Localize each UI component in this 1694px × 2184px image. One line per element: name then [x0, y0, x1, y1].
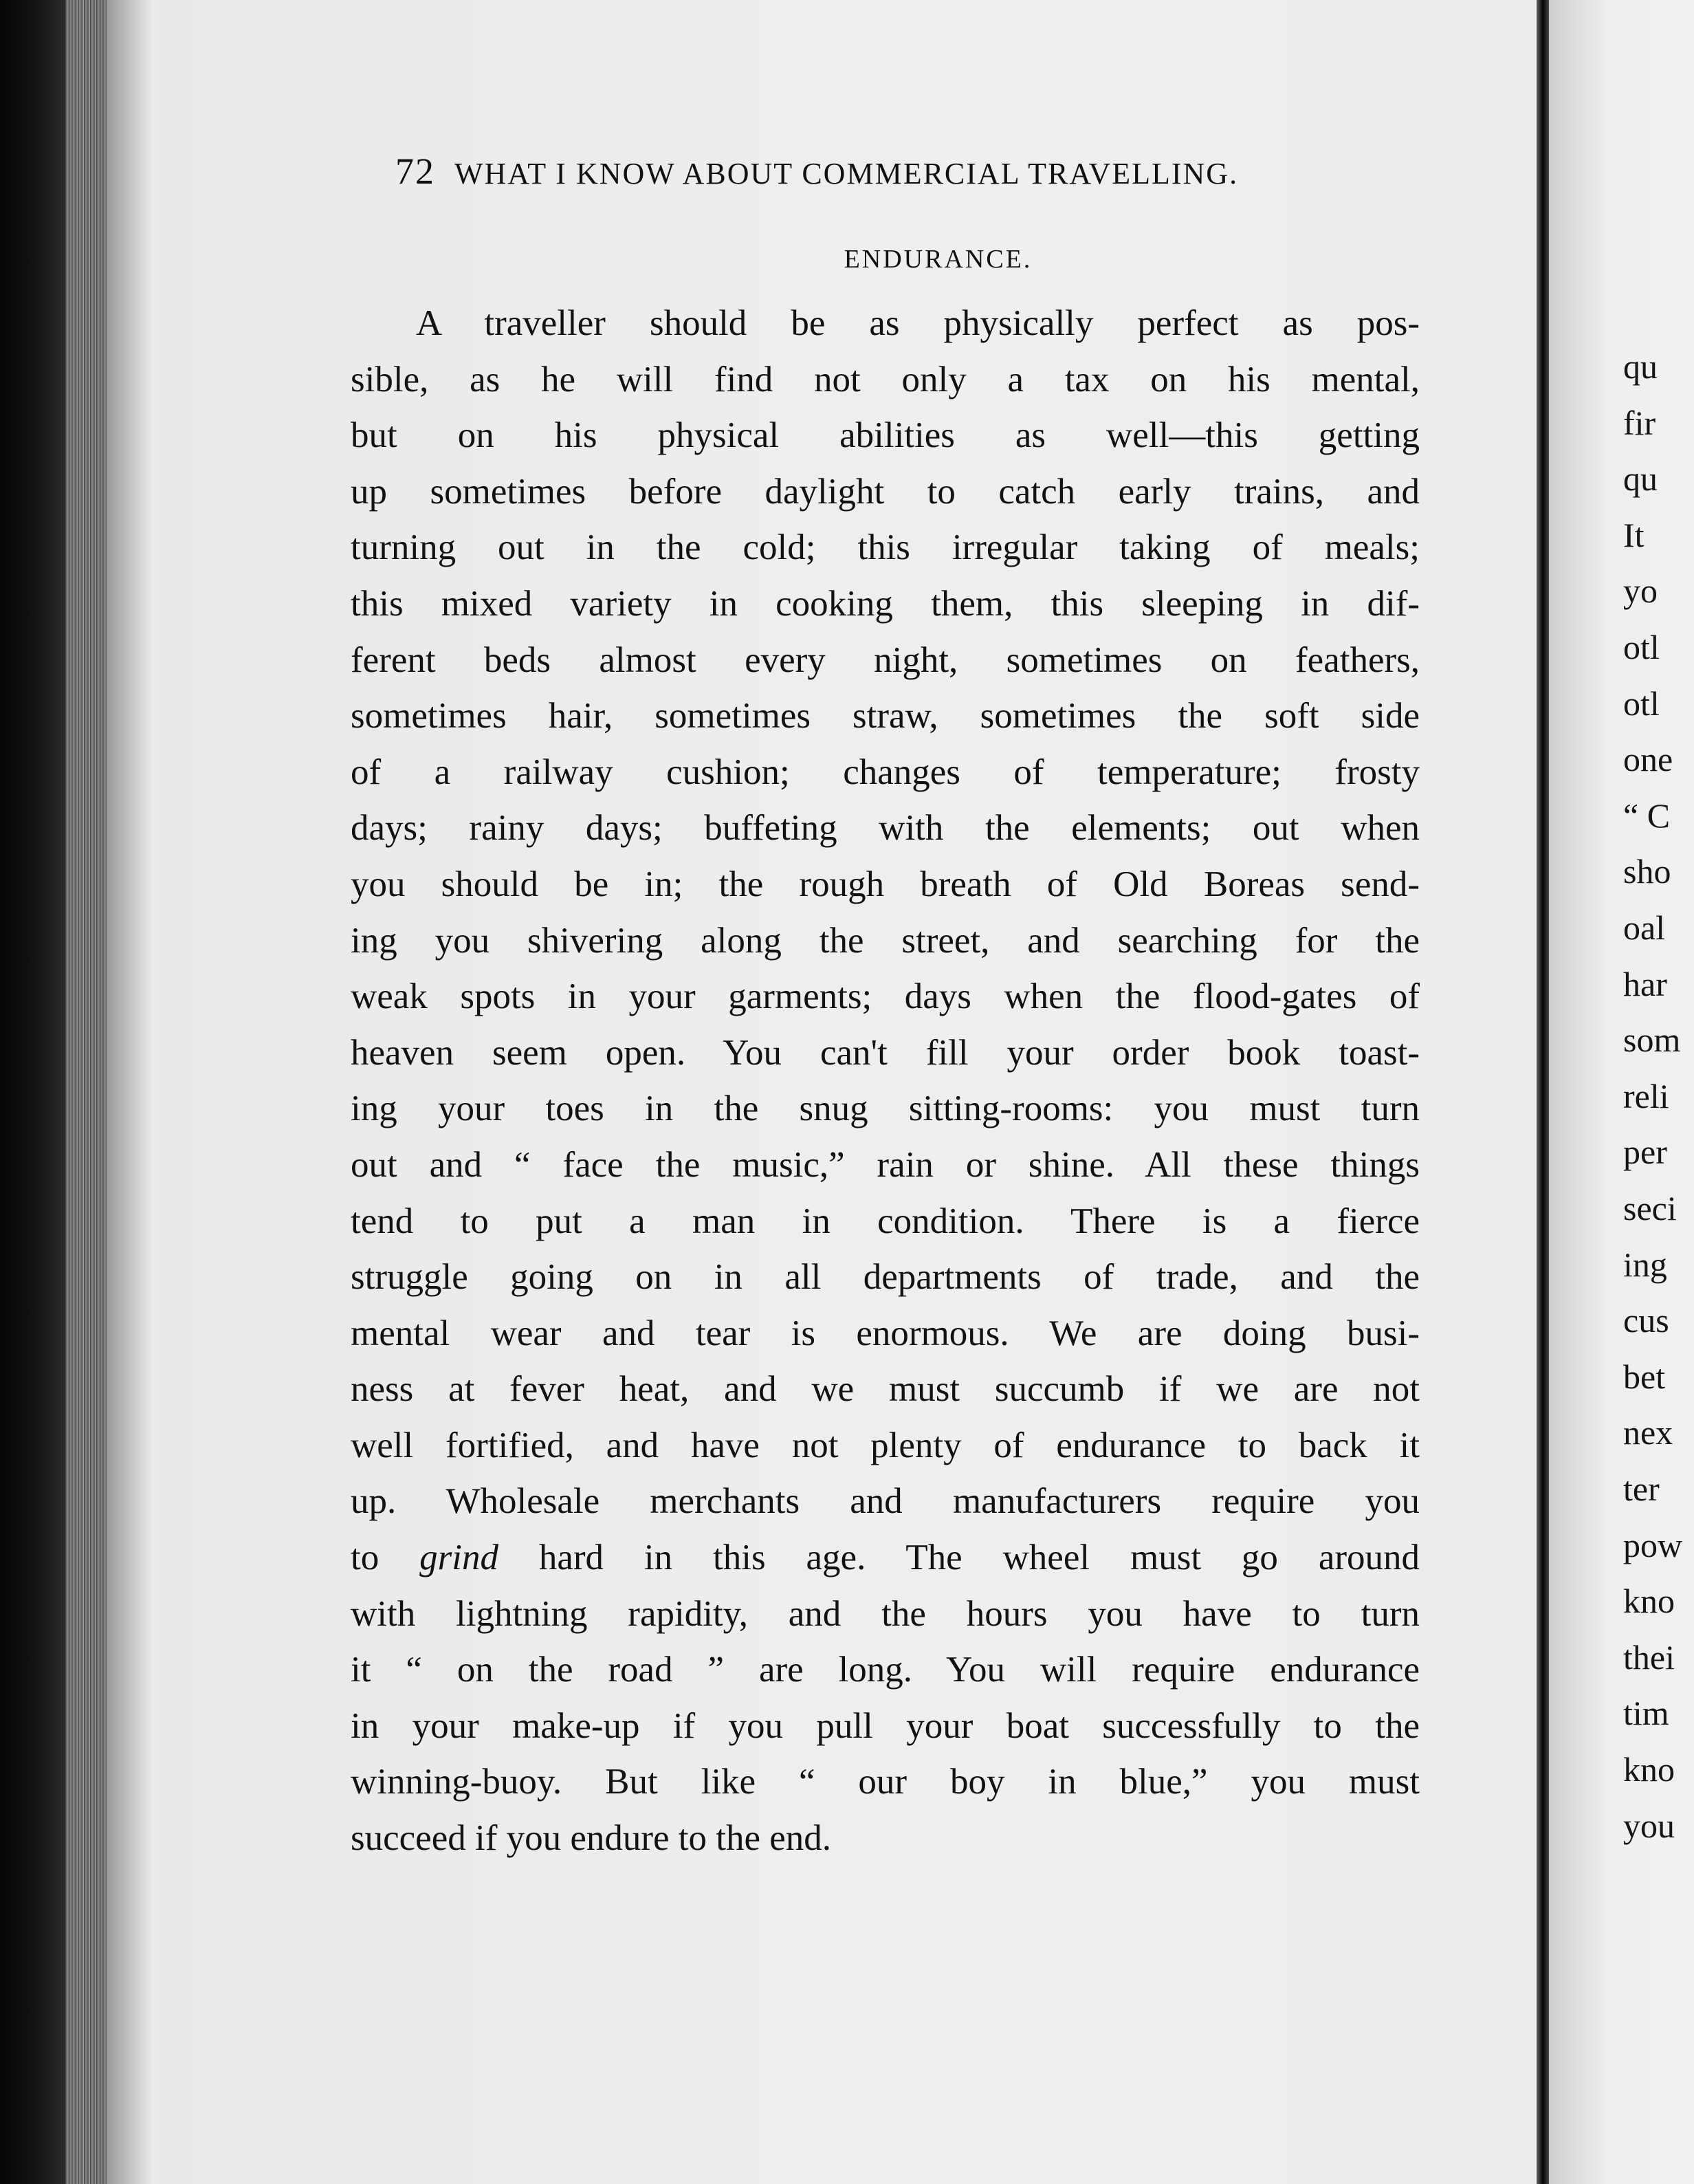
text-line: of a railway cushion; changes of temperature; frosty	[351, 752, 1420, 792]
text-line: with lightning rapidity, and the hours you have to turn	[351, 1593, 1420, 1634]
center-fold	[1537, 0, 1549, 2184]
next-page-line-fragment: ter	[1623, 1470, 1660, 1508]
text-line: turning out in the cold; this irregular taking of meals;	[351, 527, 1420, 568]
next-page-line-fragment: otl	[1623, 684, 1660, 723]
next-page-line-fragment: sho	[1623, 852, 1671, 891]
text-line: struggle going on in all departments of trade, and the	[351, 1257, 1420, 1298]
next-page-line-fragment: tim	[1623, 1694, 1669, 1733]
running-title: WHAT I KNOW ABOUT COMMERCIAL TRAVELLING.	[454, 157, 1239, 190]
text-line: ferent beds almost every night, sometimes on feathers,	[351, 640, 1420, 680]
text-line: days; rainy days; buffeting with the elements; out when	[351, 808, 1420, 849]
next-page-line-fragment: qu	[1623, 347, 1658, 386]
text-line: well fortified, and have not plenty of endurance to back it	[351, 1425, 1420, 1465]
page-stack-edges	[65, 0, 107, 2184]
text-line: but on his physical abilities as well—this getting	[351, 415, 1420, 456]
next-page-line-fragment: you	[1623, 1806, 1675, 1845]
text-line: succeed if you endure to the end.	[351, 1818, 832, 1859]
next-page-line-fragment: som	[1623, 1020, 1681, 1060]
next-page-line-fragment: reli	[1623, 1076, 1669, 1115]
next-page-line-fragment: pow	[1623, 1525, 1683, 1564]
text-line: weak spots in your garments; days when the flood-gates of	[351, 976, 1420, 1017]
text-line: up sometimes before daylight to catch early trains, and	[351, 471, 1420, 512]
next-page-fragment	[1549, 0, 1694, 2184]
text-line: winning-buoy. But like “ our boy in blue,” you must	[351, 1762, 1420, 1802]
page-number: 72	[395, 151, 435, 192]
next-page-line-fragment: It	[1623, 515, 1644, 554]
text-line: to grind hard in this age. The wheel must go around	[351, 1538, 1420, 1578]
text-line: this mixed variety in cooking them, this sleeping in dif-	[351, 583, 1420, 624]
next-page-line-fragment: seci	[1623, 1189, 1677, 1227]
text-line: tend to put a man in condition. There is a fierce	[351, 1201, 1420, 1241]
text-line: sometimes hair, sometimes straw, sometimes the soft side	[351, 696, 1420, 736]
next-page-line-fragment: oal	[1623, 908, 1666, 947]
text-line: ing your toes in the snug sitting-rooms: you must turn	[351, 1089, 1420, 1129]
next-page-line-fragment: ing	[1623, 1245, 1667, 1284]
text-line: A traveller should be as physically perfect as pos-	[416, 303, 1420, 343]
next-page-line-fragment: bet	[1623, 1357, 1666, 1396]
gutter-shadow	[107, 0, 155, 2184]
next-page-line-fragment: cus	[1623, 1301, 1669, 1340]
text-line: ness at fever heat, and we must succumb if we are not	[351, 1369, 1420, 1410]
next-page-line-fragment: fir	[1623, 403, 1656, 442]
text-line: heaven seem open. You can't fill your order book toast-	[351, 1032, 1420, 1073]
next-page-line-fragment: kno	[1623, 1750, 1675, 1789]
next-page-line-fragment: thei	[1623, 1637, 1675, 1677]
text-line: ing you shivering along the street, and searching for the	[351, 920, 1420, 961]
text-line: it “ on the road ” are long. You will require endurance	[351, 1650, 1420, 1690]
next-page-line-fragment: one	[1623, 740, 1673, 779]
text-line: sible, as he will find not only a tax on his mental,	[351, 359, 1420, 400]
next-page-line-fragment: har	[1623, 964, 1667, 1003]
text-line: up. Wholesale merchants and manufacturers require you	[351, 1481, 1420, 1522]
next-page-line-fragment: yo	[1623, 571, 1658, 611]
next-page-line-fragment: otl	[1623, 628, 1660, 666]
next-page-line-fragment: per	[1623, 1133, 1667, 1172]
next-page-line-fragment: kno	[1623, 1582, 1675, 1621]
section-title: ENDURANCE.	[844, 245, 1033, 274]
next-page-line-fragment: “ C	[1623, 796, 1671, 835]
text-line: out and “ face the music,” rain or shine. All these things	[351, 1144, 1420, 1185]
book-edge	[0, 0, 65, 2184]
body-paragraph	[351, 296, 1420, 1867]
running-head	[395, 150, 1358, 193]
text-line: you should be in; the rough breath of Old Boreas send-	[351, 864, 1420, 904]
text-line: mental wear and tear is enormous. We are doing busi-	[351, 1313, 1420, 1353]
text-line: in your make-up if you pull your boat successfully to the	[351, 1705, 1420, 1746]
italic-word: grind	[419, 1538, 498, 1578]
next-page-line-fragment: nex	[1623, 1413, 1673, 1452]
next-page-line-fragment: qu	[1623, 459, 1658, 499]
